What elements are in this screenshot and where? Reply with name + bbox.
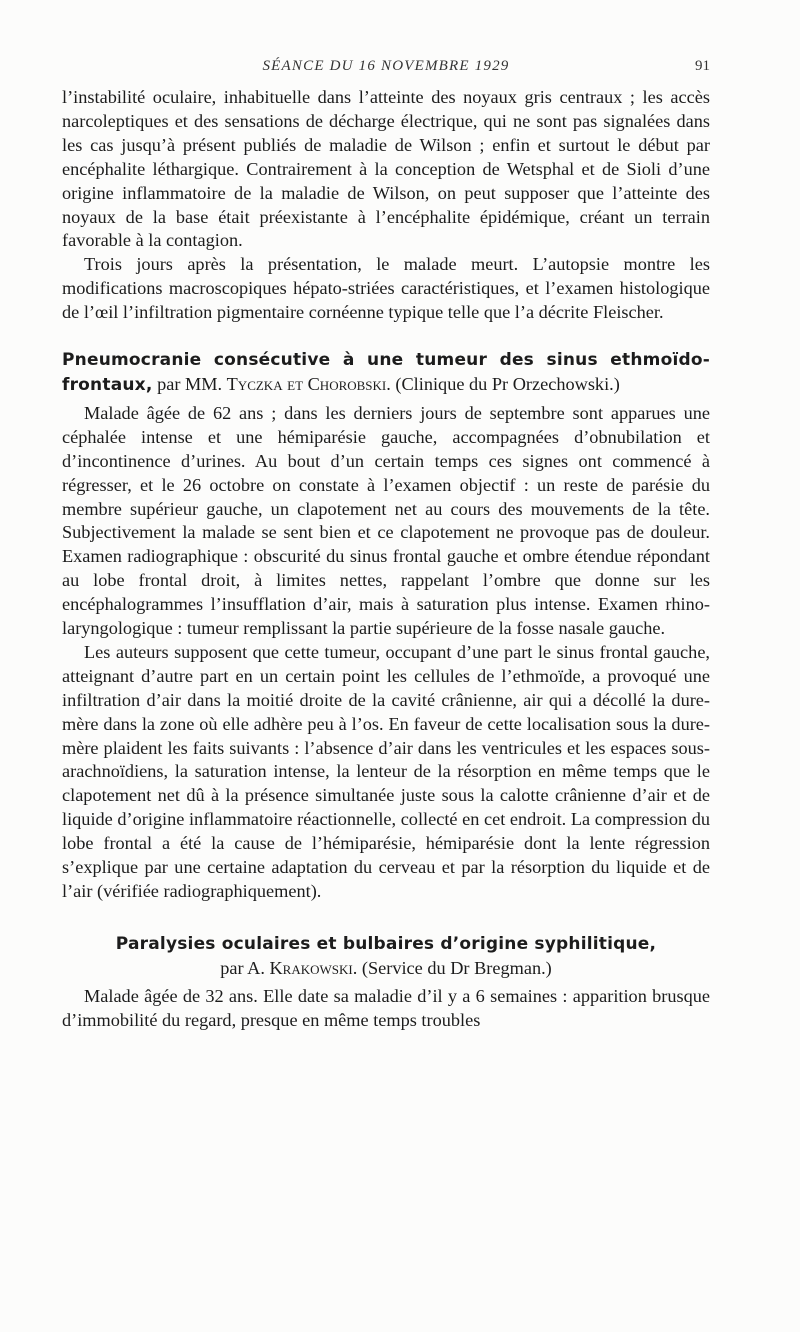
paragraph: Trois jours après la présentation, le malade meurt. L’autopsie montre les modifications macroscopiques hépato-striées caractéristiques, et l’examen histologique de l’œil l’infiltration pigmentaire cornéenne typique telle que l’a décrite Fleischer. xyxy=(62,254,710,323)
authors-prefix: par MM. xyxy=(152,373,227,394)
paragraph: l’instabilité oculaire, inhabituelle dans l’atteinte des noyaux gris centraux ; les accès narcoleptiques et des sensations de décharge électrique, qui ne sont pas signalées dans les cas jusqu’à présent publiés de maladie de Wilson ; enfin et surtout le début par encéphalite léthargique. Contrairement à la conception de Wetsphal et de Sioli d’une origine inflammatoire de la maladie de Wilson, on peut supposer que l’atteinte des noyaux de la base était préexistante à l’encéphalite épidémique, créant un terrain favorable à la contagion. xyxy=(62,87,710,251)
section-heading-pneumocranie xyxy=(62,348,710,398)
section-title: Pneumocranie consécutive à une tumeur des sinus ethmoïdo-frontaux, xyxy=(62,350,710,395)
paragraph: Les auteurs supposent que cette tumeur, occupant d’une part le sinus frontal gauche, atteignant d’autre part en un certain point les cellules de l’ethmoïde, a provoqué une infiltration d’air dans la moitié droite de la cavité crânienne, air qui a décollé la dure-mère dans la zone où elle adhère peu à l’os. En faveur de cette localisation sous la dure-mère plaident les faits suivants : l’absence d’air dans les ventricules et les espaces sous-arachnoïdiens, la saturation intense, la lenteur de la résorption en même temps que le clapotement net dû à la présence simultanée juste sous la calotte crânienne d’air et de liquide d’origine inflammatoire réactionnelle, collecté en cet endroit. La compression du lobe frontal a été la cause de l’hémiparésie, hémiparésie dont la lente régression s’explique par une certaine adaptation du cerveau et par la résorption du liquide et de l’air (vérifiée radiographiquement). xyxy=(62,641,710,901)
section-clinic: (Clinique du Pr Orzechowski.) xyxy=(390,373,620,394)
section-byline xyxy=(62,957,710,981)
section-service: (Service du Dr Bregman.) xyxy=(357,957,552,978)
page-number: 91 xyxy=(695,58,710,74)
section-heading-paralysies xyxy=(62,932,710,981)
authors-prefix: par A. xyxy=(220,957,270,978)
section-title: Paralysies oculaires et bulbaires d’origine syphilitique, xyxy=(115,933,657,954)
section-authors: Krakowski. xyxy=(269,957,358,978)
body-text xyxy=(62,86,710,1033)
paragraph: Malade âgée de 62 ans ; dans les derniers jours de septembre sont apparues une céphalée intense et une hémiparésie gauche, accompagnées d’obnubilation et d’incontinence d’urines. Au bout d’un certain temps ces signes ont commencé à régresser, et le 26 octobre on constate à l’examen objectif : un reste de parésie du membre supérieur gauche, un clapotement net au cours des mouvements de la tête. Subjectivement la malade se sent bien et ce clapotement ne provoque pas de douleur. Examen radiographique : obscurité du sinus frontal gauche et ombre étendue répondant au lobe frontal droit, à limites nettes, rappelant l’ombre que donne sur les encéphalogrammes l’insufflation d’air, mais à saturation plus intense. Examen rhino-laryngologique : tumeur remplissant la partie supérieure de la fosse nasale gauche. xyxy=(62,402,710,639)
section-authors: Tyczka et Chorobski. xyxy=(226,373,391,394)
paragraph: Malade âgée de 32 ans. Elle date sa maladie d’il y a 6 semaines : apparition brusque d’immobilité du regard, presque en même temps troubles xyxy=(62,985,710,1030)
running-head: SÉANCE DU 16 NOVEMBRE 1929 xyxy=(262,58,510,74)
page-header xyxy=(62,58,710,82)
